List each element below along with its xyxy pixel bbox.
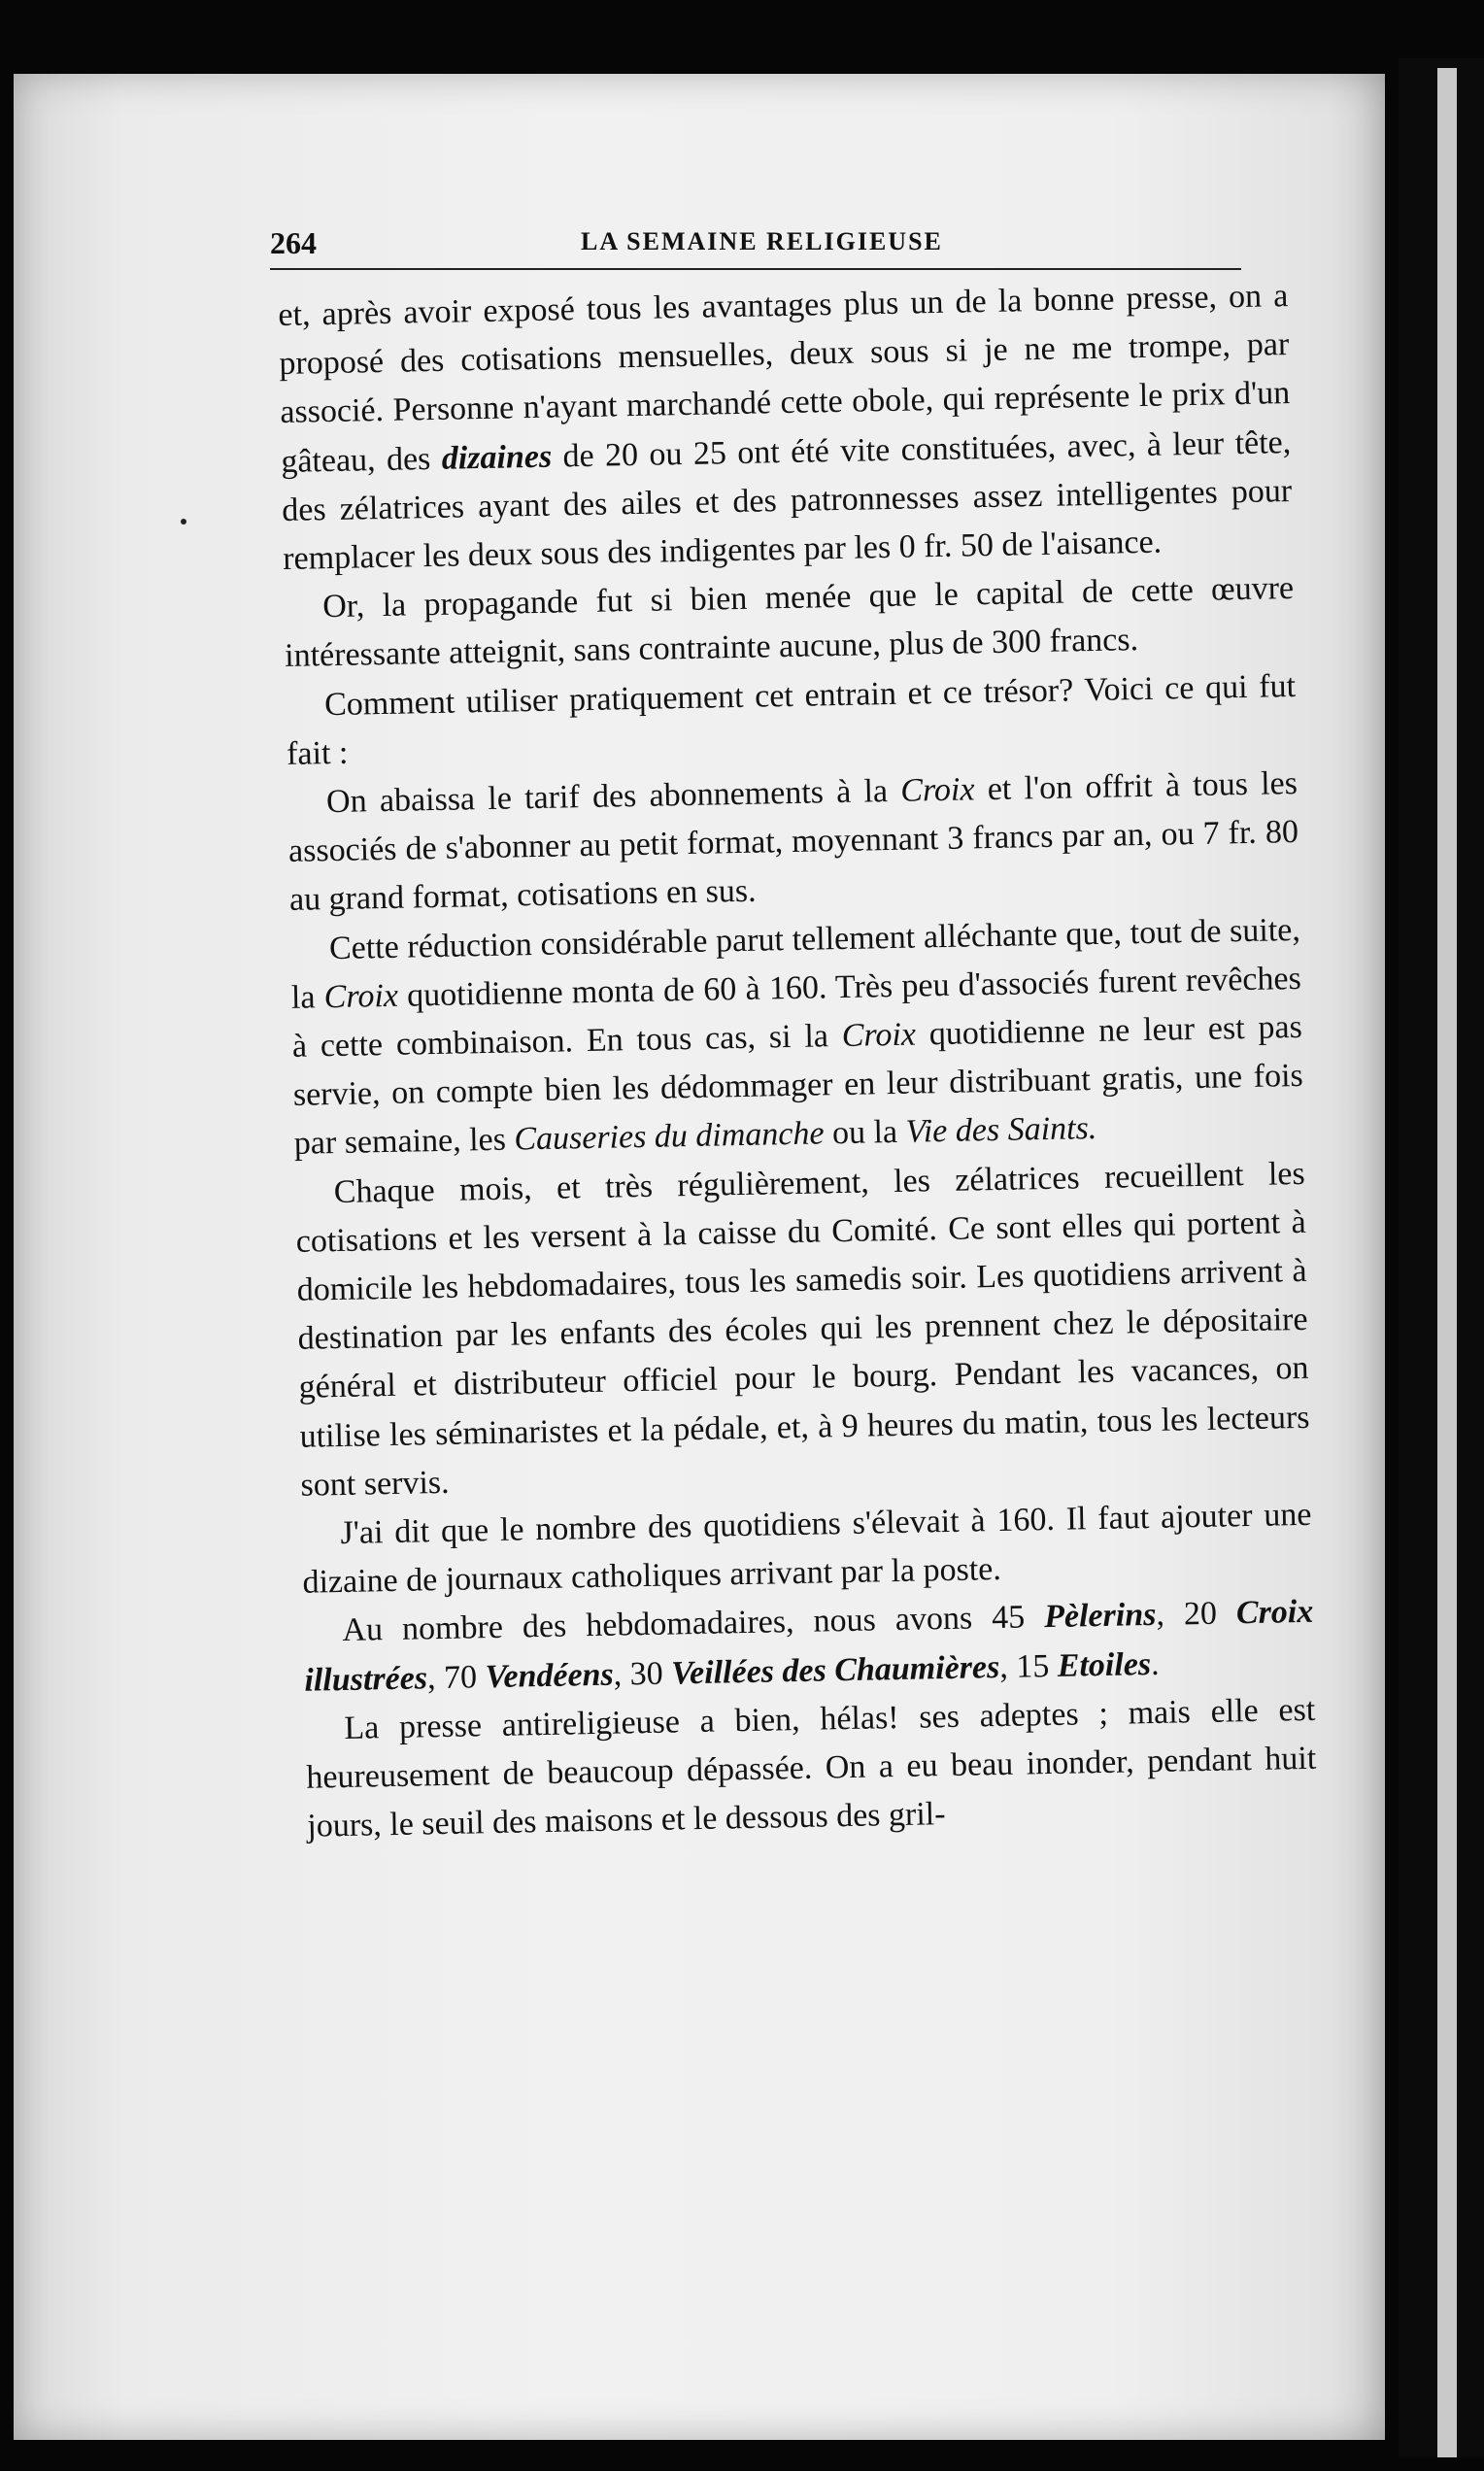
bold-italic-title: Veillées des Chaumières	[670, 1648, 1000, 1692]
running-head	[270, 225, 1241, 268]
text-run: La presse antireligieuse a bien, hélas! ses adeptes ; mais elle est heureusement de beaucoup dépassée. On a eu beau inonder, pendant huit jours, le seuil des maisons et le dessous des gril-	[306, 1691, 1317, 1845]
paragraph	[286, 662, 1298, 779]
text-run: .	[1150, 1645, 1160, 1682]
text-run: et l'on offrit à tous les associés de s'abonner au petit format, moyennant 3 francs par an, ou 7 fr. 80 au grand format, cotisations en sus.	[287, 764, 1299, 919]
text-run: Cette réduction considérable parut tellement alléchante que, tout de suite, la	[290, 911, 1301, 1016]
page-number: 264	[270, 225, 317, 260]
paragraph	[305, 1686, 1318, 1852]
bold-italic-title: dizaines	[441, 438, 553, 477]
adjacent-page-edge	[1437, 68, 1457, 2457]
text-run: Au nombre des hebdomadaires, nous avons 45	[342, 1599, 1045, 1649]
paragraph	[290, 906, 1305, 1169]
text-run: , 30	[613, 1655, 672, 1693]
paragraph	[294, 1150, 1311, 1510]
text-run: quotidienne monta de 60 à 160. Très peu d'associés furent revêches à cette combinaison. En tous cas, si la	[291, 960, 1302, 1065]
text-run: de 20 ou 25 ont été vite constituées, avec, à leur tête, des zélatrices ayant des ailes et des patronnesses assez intelligentes pour remplacer les deux sous des indigentes par les 0 fr. 50 de l'aisance.	[281, 423, 1293, 577]
text-run: quotidienne ne leur est pas servie, on compte bien les dédommager en leur distribuant gratis, une fois par semaine, les	[292, 1008, 1304, 1163]
ink-speck	[181, 519, 186, 525]
paragraph	[287, 760, 1300, 926]
paragraph	[303, 1588, 1315, 1705]
header-rule	[270, 268, 1241, 270]
bold-italic-title: Croix illustrées	[304, 1594, 1314, 1699]
text-run: , 15	[998, 1647, 1059, 1685]
paragraph	[301, 1491, 1313, 1608]
text-run: Chaque mois, et très régulièrement, les zélatrices recueillent les cotisations et les versent à la caisse du Comité. Ce sont elles qui portent à domicile les hebdomadaires, tous les samedis soir. Les quotidiens arrivent à destination par les enfants des écoles qui les prennent chez le dépositaire général et distributeur officiel pour le bourg. Pendant les vacances, on utilise les séminaristes et la pédale, et, à 9 heures du matin, tous les lecteurs sont servis.	[295, 1155, 1310, 1504]
italic-title: Croix	[323, 977, 399, 1016]
text-run: Comment utiliser pratiquement cet entrain et ce trésor? Voici ce qui fut fait :	[286, 667, 1297, 772]
text-run: Or, la propagande fut si bien menée que le capital de cette œuvre intéressante atteignit, sans contrainte aucune, plus de 300 francs.	[284, 570, 1295, 675]
running-title: LA SEMAINE RELIGIEUSE	[581, 227, 943, 255]
paragraph	[284, 564, 1296, 681]
italic-title: Vie des Saints.	[905, 1110, 1097, 1151]
text-run: J'ai dit que le nombre des quotidiens s'élevait à 160. Il faut ajouter une dizaine de journaux catholiques arrivant par la poste.	[302, 1496, 1312, 1602]
text-run: et, après avoir exposé tous les avantages plus un de la bonne presse, on a proposé des cotisations mensuelles, deux sous si je ne me trompe, par associé. Personne n'ayant marchandé cette obole, qui représente le prix d'un gâteau, des	[278, 278, 1291, 480]
text-run: ou la	[824, 1114, 906, 1152]
bold-italic-title: Pèlerins	[1043, 1597, 1157, 1636]
text-run: , 20	[1156, 1595, 1237, 1634]
text-run: On abaissa le tarif des abonnements à la	[325, 772, 901, 821]
body-text	[278, 272, 1318, 1851]
bold-italic-title: Vendéens	[485, 1656, 615, 1695]
italic-title: Croix	[841, 1016, 917, 1055]
text-run: , 70	[426, 1658, 486, 1696]
bold-italic-title: Etoiles	[1057, 1645, 1152, 1684]
italic-title: Causeries du dimanche	[514, 1115, 825, 1158]
italic-title: Croix	[899, 771, 975, 809]
paragraph	[278, 272, 1294, 584]
